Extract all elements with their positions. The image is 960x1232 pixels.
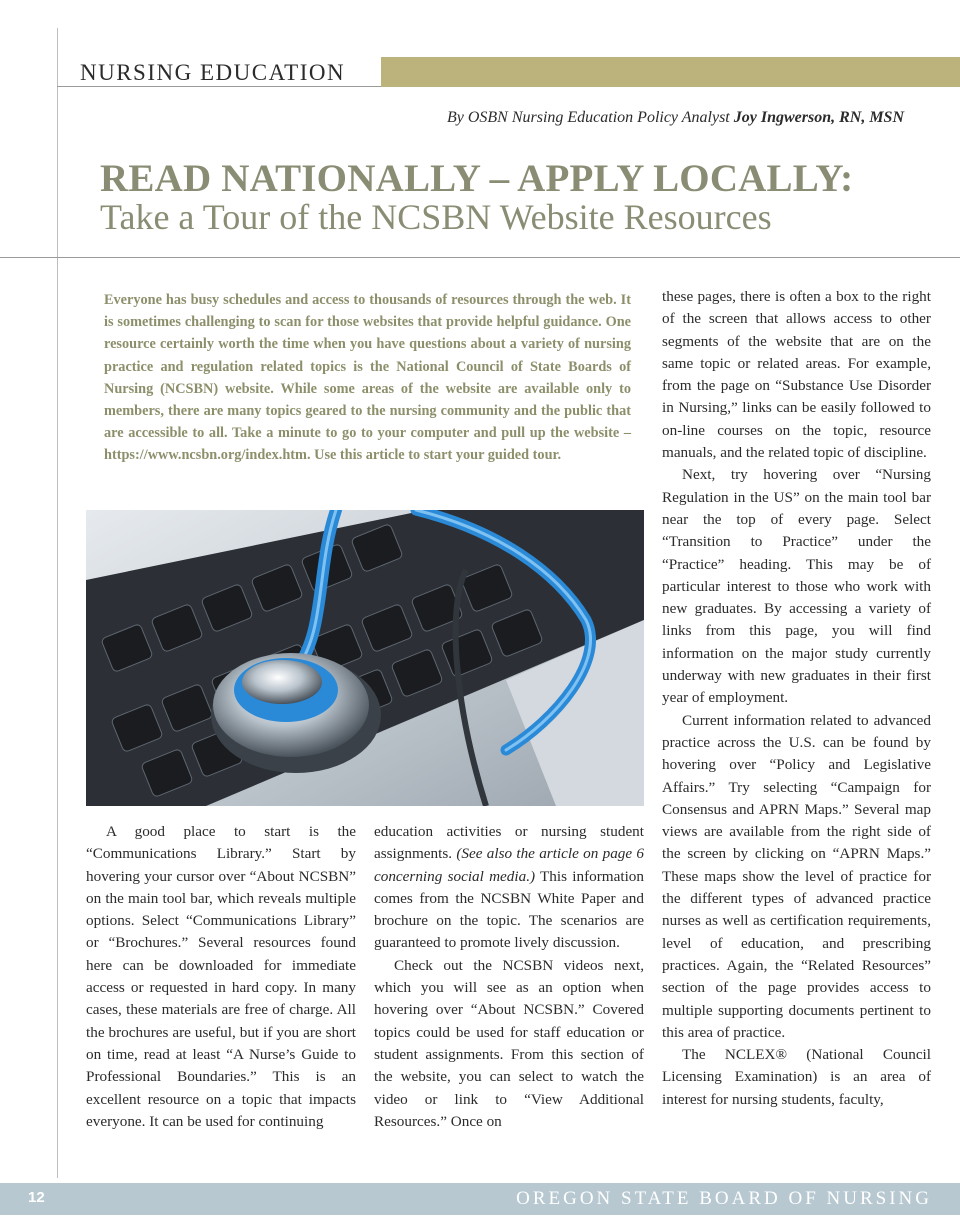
- body-text: This information comes from the NCSBN White Paper and brochure on the topic. The scenarios are guaranteed to promote lively discussion.: [374, 867, 644, 952]
- body-text: education activities or nursing student assignments.: [374, 823, 644, 863]
- body-paragraph: [374, 821, 644, 955]
- cross-reference-note: (See also the article on page 6 concerning social media.): [374, 845, 645, 885]
- section-underline: [57, 86, 382, 87]
- page-footer: [0, 1183, 960, 1215]
- body-paragraph: Current information related to advanced practice across the U.S. can be found by hovering over “Policy and Legislative Affairs.” Try selecting “Campaign for Consensus and APRN Maps.” Several map views are available from the right side of the screen by clicking on “APRN Maps.” These maps show the level of practice for the different types of advanced practice nurses as well as certification requirements, level of education, and prescribing practices. Again, the “Related Resources” section of the page provides access to multiple supporting documents pertinent to this area of practice.: [662, 711, 931, 1041]
- body-paragraph: The NCLEX® (National Council Licensing Examination) is an area of interest for nursing students, faculty,: [662, 1046, 931, 1108]
- stethoscope-on-keyboard-photo: [86, 510, 644, 806]
- publication-name: OREGON STATE BOARD OF NURSING: [516, 1188, 932, 1209]
- section-accent-bar: [381, 57, 960, 87]
- body-paragraph: Check out the NCSBN videos next, which you will see as an option when hovering over “About NCSBN.” Covered topics could be used for staff education or student assignments. From this section of the website, you can select to watch the video or link to “View Additional Resources.” Once on: [374, 956, 644, 1130]
- byline: [447, 109, 904, 127]
- byline-prefix: By OSBN Nursing Education Policy Analyst: [446, 109, 734, 126]
- byline-author: Joy Ingwerson, RN, MSN: [733, 109, 904, 126]
- body-paragraph: A good place to start is the “Communications Library.” Start by hovering your cursor over “About NCSBN” on the main tool bar, which reveals multiple options. Select “Communications Library” or “Brochures.” Several resources found here can be downloaded for immediate access or requested in hard copy. In many cases, these materials are free of charge. All the brochures are useful, but if you are short on time, read at least “A Nurse’s Guide to Professional Boundaries.” This is an excellent resource on a topic that impacts everyone. It can be used for continuing: [86, 823, 356, 1130]
- body-column-3: [662, 286, 931, 1111]
- article-subtitle: Take a Tour of the NCSBN Website Resources: [100, 197, 772, 237]
- page-number: 12: [28, 1189, 45, 1206]
- article-title: READ NATIONALLY – APPLY LOCALLY:: [100, 157, 854, 200]
- title-divider: [0, 257, 960, 258]
- body-paragraph: Next, try hovering over “Nursing Regulation in the US” on the main tool bar near the top of every page. Select “Transition to Practice” under the “Practice” heading. This may be of particular interest to those who work with new graduates. By accessing a variety of links from this page, you will find information on the major study currently underway with new graduates in their first year of employment.: [662, 466, 931, 707]
- body-column-2: [374, 821, 644, 1133]
- left-vertical-rule: [57, 28, 58, 1178]
- body-column-1: [86, 821, 356, 1133]
- section-label: NURSING EDUCATION: [80, 60, 346, 85]
- body-paragraph: these pages, there is often a box to the right of the screen that allows access to other segments of the website that are on the same topic or related areas. For example, from the page on “Substance Use Disorder in Nursing,” links can be easily followed to on-line courses on the topic, resource manuals, and the related topic of discipline.: [662, 288, 931, 462]
- intro-paragraph: Everyone has busy schedules and access to thousands of resources through the web. It is sometimes challenging to scan for those websites that provide helpful guidance. One resource certainly worth the time when you have questions about a variety of nursing practice and regulation related topics is the National Council of State Boards of Nursing (NCSBN) website. While some areas of the website are available only to members, there are many topics geared to the nursing community and the public that are accessible to all. Take a minute to go to your computer and pull up the website – https://www.ncsbn.org/index.htm. Use this article to start your guided tour.: [104, 292, 631, 464]
